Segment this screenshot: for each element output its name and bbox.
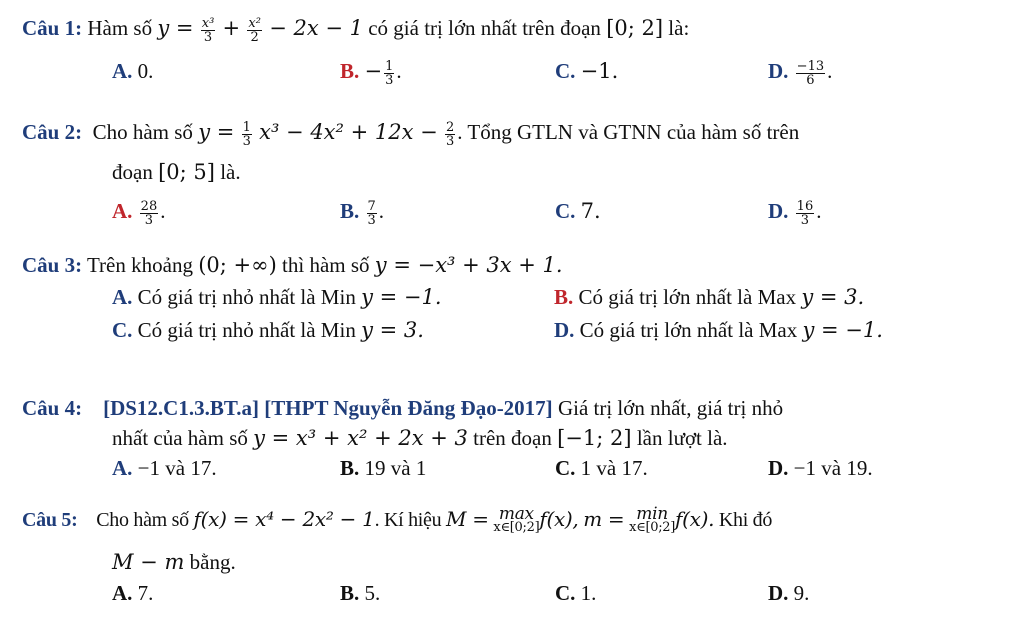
- q3-d-text: Có giá trị lớn nhất là Max: [579, 318, 798, 342]
- q1-rest: − 2x − 1: [269, 16, 363, 40]
- q4-c-text: 1 và 17.: [580, 456, 648, 480]
- q3-option-d[interactable]: [554, 317, 883, 343]
- q1-option-a[interactable]: [112, 58, 153, 84]
- q5-a-label: A.: [112, 581, 133, 605]
- q3-option-c[interactable]: [112, 317, 424, 343]
- q2-option-a[interactable]: [112, 198, 165, 227]
- q4-option-d[interactable]: [768, 455, 873, 481]
- q5-M-eq: M =: [446, 507, 489, 531]
- q3-label: Câu 3:: [22, 253, 83, 277]
- q2-a-dot: .: [160, 199, 166, 223]
- q2-stem: [22, 119, 799, 148]
- q4-line2-b: trên đoạn: [473, 426, 552, 450]
- q2-a-label: A.: [112, 199, 133, 223]
- q1-b-label: B.: [340, 59, 360, 83]
- q3-stem: [22, 252, 563, 278]
- q2-option-c[interactable]: [555, 198, 601, 224]
- q1-b-minus: −: [364, 59, 383, 83]
- q1-end: là:: [668, 16, 690, 40]
- q4-a-text: −1 và 17.: [137, 456, 217, 480]
- q2-d-frac: $\frac{16}{3}$: [796, 198, 814, 228]
- q2-frac2: $\frac{2}{3}$: [445, 119, 455, 149]
- q5-line2-text: bằng.: [189, 550, 236, 574]
- q1-frac2: $\frac{\text{x²}}{2}$: [248, 15, 261, 45]
- q5-text-b: . Kí hiệu: [374, 509, 442, 531]
- q1-frac1: $\frac{\text{x³}}{3}$: [201, 15, 215, 45]
- q3-text-a: Trên khoảng: [86, 253, 193, 277]
- q4-line2-c: lần lượt là.: [636, 426, 728, 450]
- q5-b-text: 5.: [364, 581, 381, 605]
- q5-fx2: f(x).: [675, 507, 715, 531]
- q1-b-frac: $\frac{1}{3}$: [385, 58, 394, 88]
- q3-d-math: y = −1.: [802, 318, 883, 342]
- q3-option-a[interactable]: [112, 284, 442, 310]
- q5-d-text: 9.: [793, 581, 810, 605]
- q5-label: Câu 5:: [22, 509, 78, 531]
- q3-b-text: Có giá trị lớn nhất là Max: [578, 285, 797, 309]
- q3-text-b: thì hàm số: [282, 253, 370, 277]
- q1-text-before: Hàm số: [87, 16, 153, 40]
- q5-text-a: Cho hàm số: [96, 509, 189, 531]
- q1-text-after: có giá trị lớn nhất trên đoạn: [368, 16, 601, 40]
- q5-stem-line2: [112, 549, 236, 575]
- q2-b-dot: .: [378, 199, 385, 223]
- q2-label: Câu 2:: [22, 120, 83, 144]
- q1-a-label: A.: [112, 59, 133, 83]
- q2-mid: x³ − 4x² + 12x −: [259, 120, 438, 144]
- q5-a-text: 7.: [137, 581, 154, 605]
- q4-source-tag: [DS12.C1.3.BT.a] [THPT Nguyễn Đăng Đạo-2017]: [103, 396, 553, 420]
- q3-interval: (0; +∞): [198, 253, 277, 277]
- q4-option-c[interactable]: [555, 455, 648, 481]
- q1-d-label: D.: [768, 59, 789, 83]
- q2-c-text: 7.: [580, 199, 601, 223]
- q5-min-op: min x∈[0;2]: [629, 504, 676, 536]
- q2-stem-line2: [112, 159, 241, 185]
- q2-b-frac: $\frac{7}{3}$: [367, 198, 376, 228]
- q2-text-before: Cho hàm số: [92, 120, 193, 144]
- q2-line2-a: đoạn: [112, 160, 153, 184]
- q3-c-math: y = 3.: [361, 318, 424, 342]
- q5-text-c: Khi đó: [718, 509, 773, 531]
- q4-label: Câu 4:: [22, 396, 83, 420]
- q3-func: y = −x³ + 3x + 1.: [374, 253, 563, 277]
- q3-a-text: Có giá trị nhỏ nhất là Min: [137, 285, 356, 309]
- q4-d-text: −1 và 19.: [793, 456, 873, 480]
- q2-text-after: . Tổng GTLN và GTNN của hàm số trên: [457, 120, 800, 144]
- q1-plus: +: [222, 16, 241, 40]
- q5-option-b[interactable]: [340, 580, 380, 606]
- q4-a-label: A.: [112, 456, 133, 480]
- q1-option-b[interactable]: [340, 58, 402, 87]
- q3-c-text: Có giá trị nhỏ nhất là Min: [137, 318, 356, 342]
- q4-text-a: Giá trị lớn nhất, giá trị nhỏ: [557, 396, 784, 420]
- q5-option-a[interactable]: [112, 580, 153, 606]
- q3-b-label: B.: [554, 285, 574, 309]
- q3-a-math: y = −1.: [361, 285, 442, 309]
- q1-y: y =: [157, 16, 194, 40]
- q3-option-b[interactable]: [554, 284, 864, 310]
- q1-interval: [0; 2]: [606, 16, 664, 40]
- q2-d-label: D.: [768, 199, 789, 223]
- q5-b-label: B.: [340, 581, 360, 605]
- q4-func: y = x³ + x² + 2x + 3: [253, 426, 468, 450]
- q5-option-c[interactable]: [555, 580, 596, 606]
- q1-option-c[interactable]: [555, 58, 618, 84]
- q4-d-label: D.: [768, 456, 789, 480]
- q2-option-d[interactable]: [768, 198, 821, 227]
- q2-a-frac: $\frac{28}{3}$: [140, 198, 158, 228]
- q5-stem: [22, 506, 772, 535]
- q1-c-label: C.: [555, 59, 576, 83]
- q1-b-dot: .: [396, 59, 402, 83]
- q5-m-eq: m =: [583, 507, 625, 531]
- q1-c-text: −1.: [580, 59, 619, 83]
- q1-d-dot: .: [827, 59, 833, 83]
- q1-label: Câu 1:: [22, 16, 83, 40]
- q5-c-text: 1.: [580, 581, 597, 605]
- q4-b-label: B.: [340, 456, 360, 480]
- q1-option-d[interactable]: [768, 58, 832, 87]
- q5-option-d[interactable]: [768, 580, 809, 606]
- q2-interval: [0; 5]: [158, 160, 215, 184]
- q5-max-op: max x∈[0;2]: [493, 504, 540, 536]
- q3-b-math: y = 3.: [801, 285, 865, 309]
- q3-a-label: A.: [112, 285, 133, 309]
- q5-c-label: C.: [555, 581, 576, 605]
- q5-d-label: D.: [768, 581, 789, 605]
- q2-frac1: $\frac{1}{3}$: [242, 119, 251, 149]
- q4-option-b[interactable]: [340, 455, 426, 481]
- q3-c-label: C.: [112, 318, 133, 342]
- q3-d-label: D.: [554, 318, 575, 342]
- q2-line2-b: là.: [220, 160, 241, 184]
- q2-c-label: C.: [555, 199, 576, 223]
- q4-c-label: C.: [555, 456, 576, 480]
- q5-line2-math: M − m: [112, 550, 185, 574]
- q2-y: y =: [198, 120, 235, 144]
- q4-stem: [22, 395, 783, 421]
- q2-b-label: B.: [340, 199, 360, 223]
- q2-d-dot: .: [816, 199, 822, 223]
- q4-interval: [−1; 2]: [557, 426, 632, 450]
- q4-b-text: 19 và 1: [364, 456, 427, 480]
- q2-option-b[interactable]: [340, 198, 384, 227]
- q4-option-a[interactable]: [112, 455, 217, 481]
- q5-fx1: f(x),: [539, 507, 579, 531]
- q4-line2-a: nhất của hàm số: [112, 426, 248, 450]
- q1-d-frac: $\frac{-13}{6}$: [796, 58, 825, 88]
- q5-func: f(x) = x⁴ − 2x² − 1: [193, 507, 375, 531]
- q4-stem-line2: [112, 425, 728, 451]
- q1-stem: [22, 15, 689, 44]
- q1-a-text: 0.: [137, 59, 154, 83]
